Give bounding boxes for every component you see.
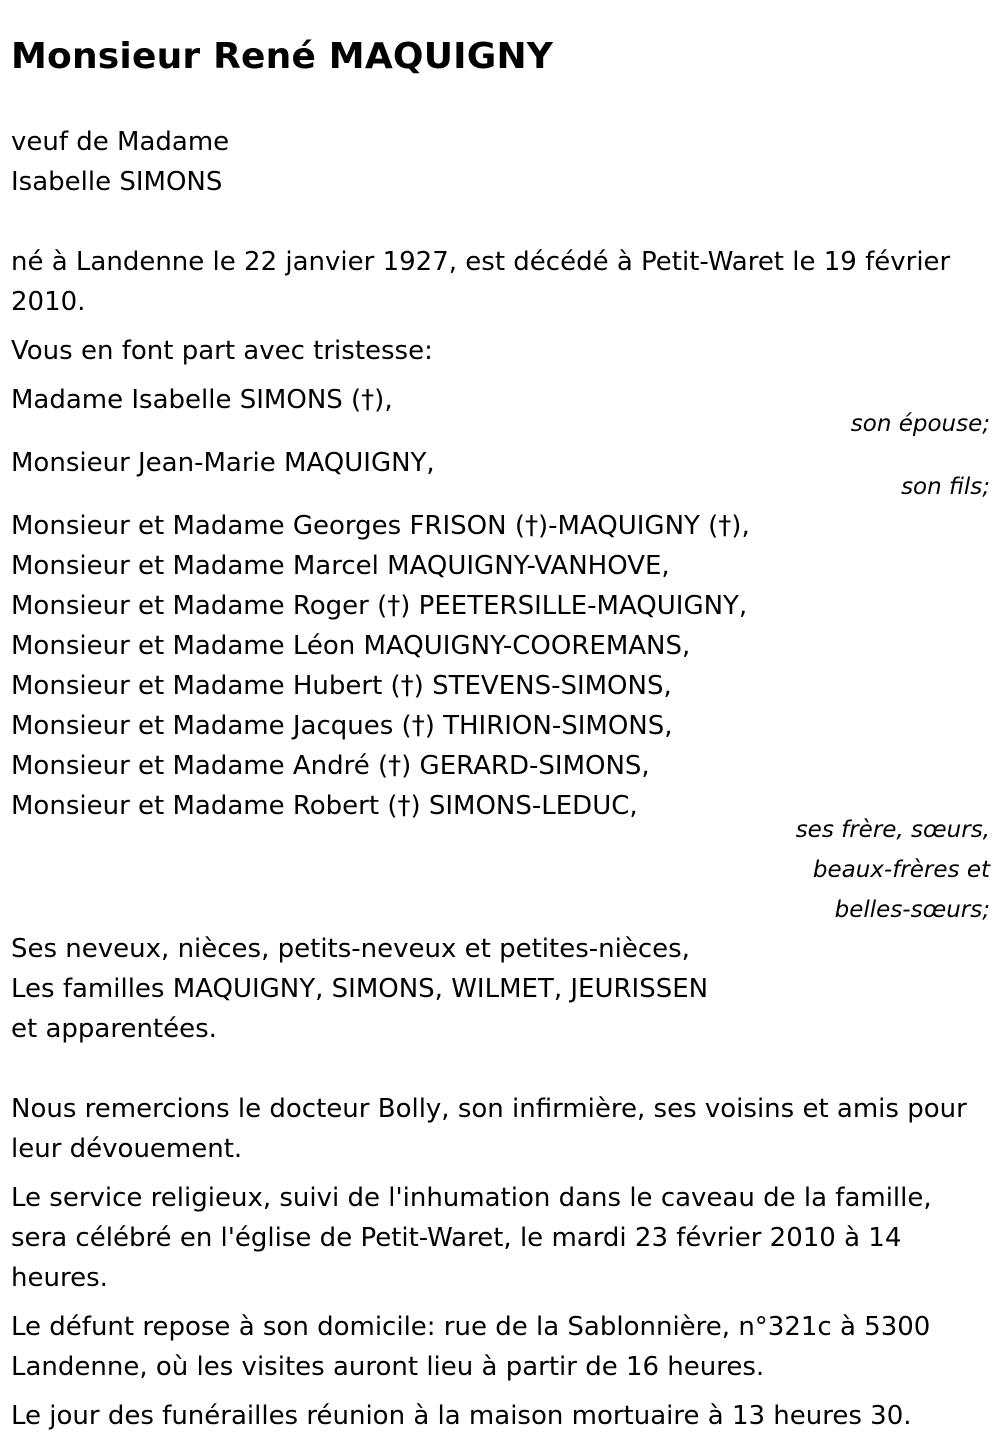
son-name: Monsieur Jean-Marie MAQUIGNY,: [11, 448, 435, 478]
sibling-line: Monsieur et Madame Marcel MAQUIGNY-VANHOVE,: [11, 551, 670, 581]
funeral-line: Le jour des funérailles réunion à la maison mortuaire à 13 heures 30.: [11, 1401, 912, 1431]
sibling-line: Monsieur et Madame Roger (†) PEETERSILLE-MAQUIGNY,: [11, 591, 748, 621]
widow-line-2: Isabelle SIMONS: [11, 167, 223, 197]
siblings-role-line: ses frère, sœurs,: [795, 817, 990, 843]
spouse-name: Madame Isabelle SIMONS (†),: [11, 385, 393, 415]
service-line-1: Le service religieux, suivi de l'inhumation dans le caveau de la famille,: [11, 1183, 932, 1213]
service-line-3: heures.: [11, 1263, 108, 1293]
rest-line-2: Landenne, où les visites auront lieu à partir de 16 heures.: [11, 1352, 765, 1382]
page-title: Monsieur René MAQUIGNY: [11, 36, 554, 77]
spouse-role: son épouse;: [850, 411, 990, 437]
widow-line-1: veuf de Madame: [11, 127, 230, 157]
thanks-line-1: Nous remercions le docteur Bolly, son infirmière, ses voisins et amis pour: [11, 1094, 967, 1124]
son-role: son fils;: [901, 474, 990, 500]
relatives-line-3: et apparentées.: [11, 1014, 217, 1044]
rest-line-1: Le défunt repose à son domicile: rue de la Sablonnière, n°321c à 5300: [11, 1312, 931, 1342]
relatives-line-1: Ses neveux, nièces, petits-neveux et petites-nièces,: [11, 934, 690, 964]
birth-death-line-2: 2010.: [11, 287, 86, 317]
sibling-line: Monsieur et Madame Jacques (†) THIRION-SIMONS,: [11, 711, 673, 741]
sibling-line: Monsieur et Madame Hubert (†) STEVENS-SIMONS,: [11, 671, 672, 701]
siblings-role-line: belles-sœurs;: [834, 897, 990, 923]
service-line-2: sera célébré en l'église de Petit-Waret, le mardi 23 février 2010 à 14: [11, 1223, 902, 1253]
sibling-line: Monsieur et Madame Léon MAQUIGNY-COOREMANS,: [11, 631, 691, 661]
sibling-line: Monsieur et Madame Robert (†) SIMONS-LEDUC,: [11, 791, 638, 821]
siblings-role-line: beaux-frères et: [812, 857, 990, 883]
siblings-list: [11, 506, 990, 826]
siblings-role: [11, 810, 990, 930]
thanks-line-2: leur dévouement.: [11, 1134, 243, 1164]
birth-death-line-1: né à Landenne le 22 janvier 1927, est décédé à Petit-Waret le 19 février: [11, 247, 951, 277]
relatives-line-2: Les familles MAQUIGNY, SIMONS, WILMET, JEURISSEN: [11, 974, 709, 1004]
sibling-line: Monsieur et Madame André (†) GERARD-SIMONS,: [11, 751, 650, 781]
announcement: Vous en font part avec tristesse:: [11, 336, 433, 366]
sibling-line: Monsieur et Madame Georges FRISON (†)-MAQUIGNY (†),: [11, 511, 750, 541]
